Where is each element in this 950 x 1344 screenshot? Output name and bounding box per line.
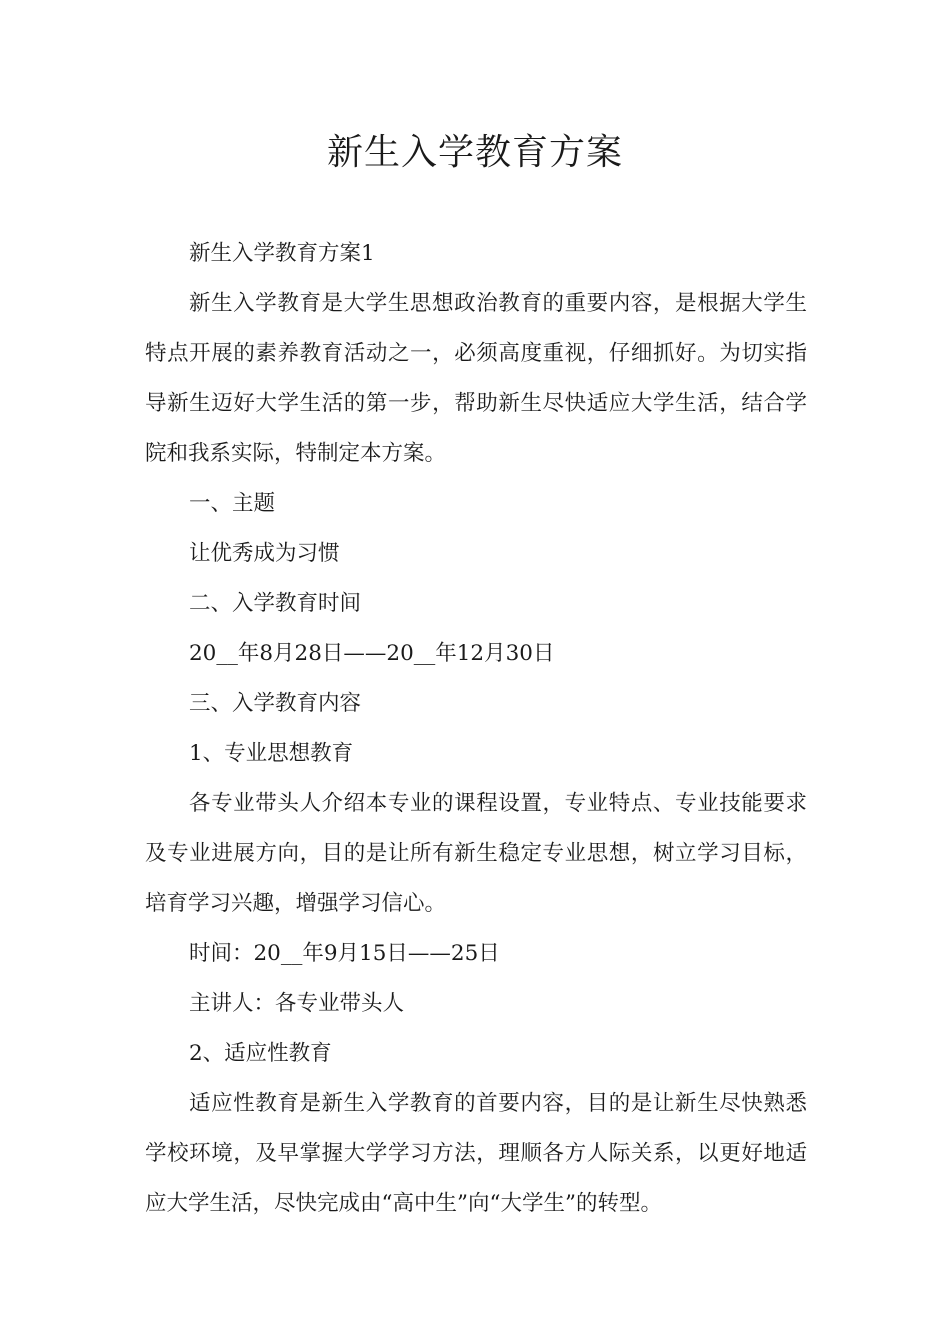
- body-line: 主讲人：各专业带头人: [189, 991, 405, 1016]
- section-heading: 三、入学教育内容: [189, 691, 362, 716]
- body-line: 时间：20__年9月15日——25日: [189, 941, 500, 966]
- body-line: 让优秀成为习惯: [189, 541, 340, 566]
- body-paragraph: 新生入学教育是大学生思想政治教育的重要内容，是根据大学生特点开展的素养教育活动之一，必须高度重视，仔细抓好。为切实指导新生迈好大学生活的第一步，帮助新生尽快适应大学生活，结合学院和我系实际，特制定本方案。: [145, 291, 807, 466]
- subsection-heading: 1、专业思想教育: [189, 741, 354, 766]
- document-title: 新生入学教育方案: [326, 132, 623, 173]
- document-body: [145, 229, 807, 1229]
- section-heading: 新生入学教育方案1: [189, 241, 375, 266]
- section-heading: 一、主题: [189, 491, 276, 516]
- section-heading: 二、入学教育时间: [189, 591, 362, 616]
- body-paragraph: 各专业带头人介绍本专业的课程设置，专业特点、专业技能要求及专业进展方向，目的是让所有新生稳定专业思想，树立学习目标，培育学习兴趣，增强学习信心。: [145, 791, 807, 916]
- subsection-heading: 2、适应性教育: [189, 1041, 332, 1066]
- body-paragraph: 适应性教育是新生入学教育的首要内容，目的是让新生尽快熟悉学校环境，及早掌握大学学习方法，理顺各方人际关系，以更好地适应大学生活，尽快完成由“高中生”向“大学生”的转型。: [145, 1091, 807, 1216]
- body-line: 20__年8月28日——20__年12月30日: [189, 641, 555, 666]
